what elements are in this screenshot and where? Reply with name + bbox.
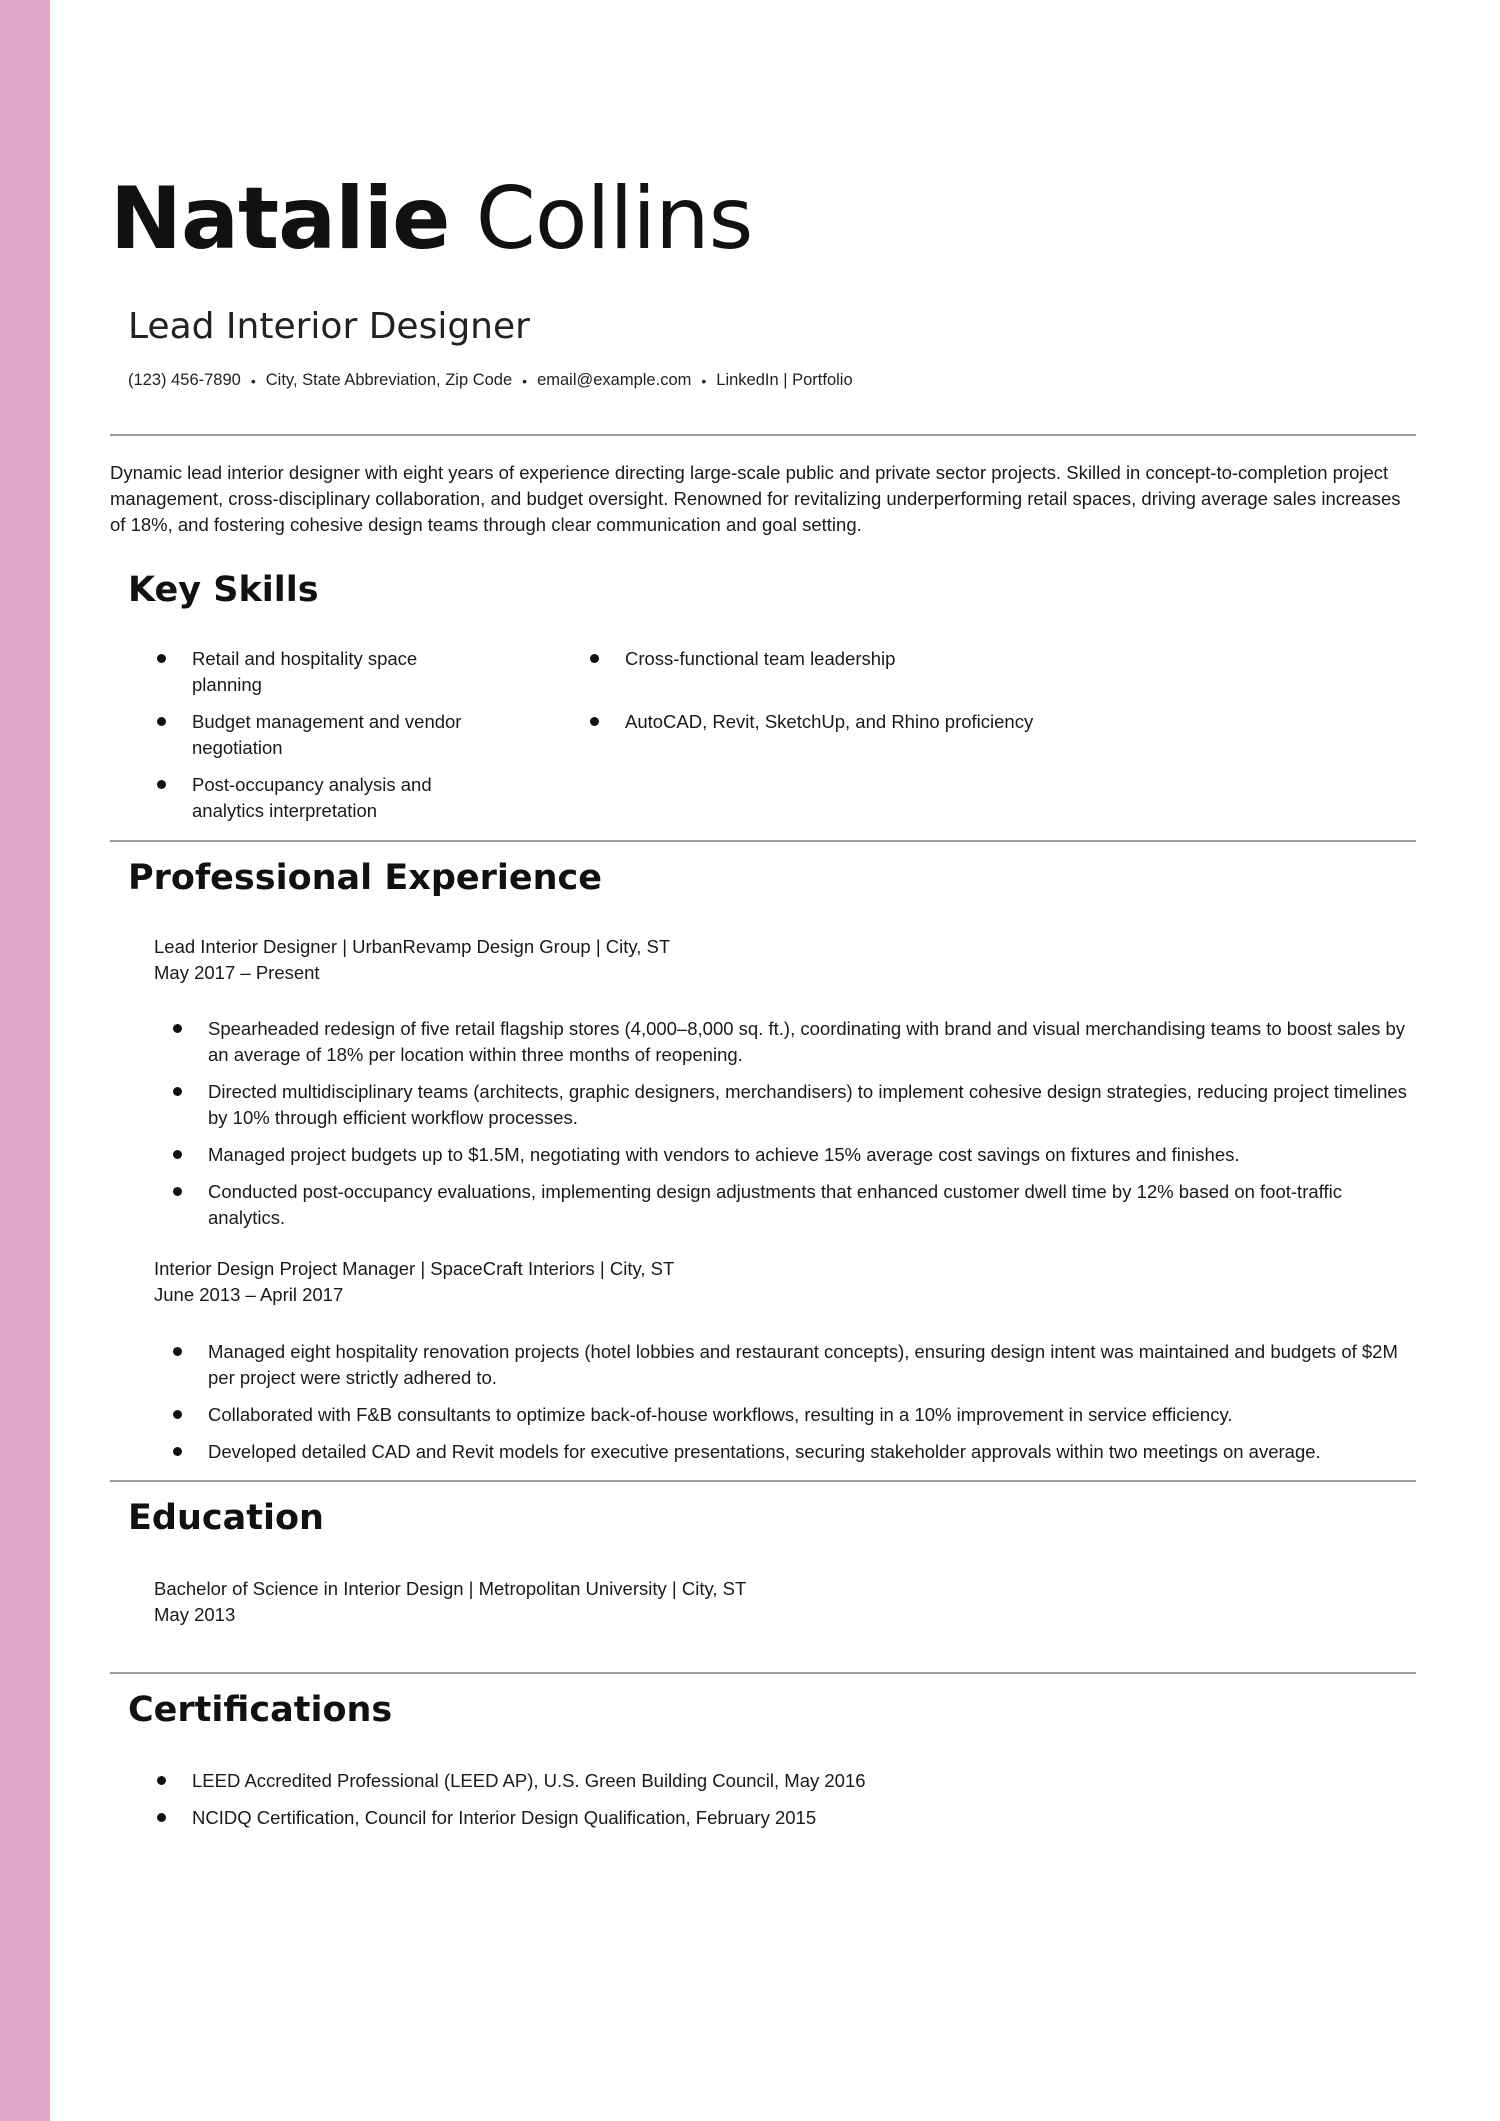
- professional-summary: Dynamic lead interior designer with eight years of experience directing large-scale public and private sector projects. Skilled in concept-to-completion project management, cross-disciplinary collaboration, and budget oversight. Renowned for revitalizing underperforming retail spaces, driving average sales increases of 18%, and fostering cohesive design teams through clear communication and goal setting.: [110, 462, 1401, 535]
- bullet-icon: [157, 1776, 166, 1785]
- bullet-icon: [157, 1813, 166, 1822]
- certification-item: [192, 1768, 1392, 1794]
- skill-item: [625, 646, 1185, 672]
- contact-separator: •: [250, 372, 256, 389]
- contact-location: City, State Abbreviation, Zip Code: [265, 371, 513, 389]
- bullet-icon: [173, 1024, 182, 1033]
- bullet-icon: [157, 717, 166, 726]
- bullet-icon: [173, 1447, 182, 1456]
- accent-sidebar-bar: [0, 0, 50, 2121]
- bullet-text: Managed project budgets up to $1.5M, negotiating with vendors to achieve 15% average cost savings on fixtures and finishes.: [208, 1144, 1240, 1165]
- bullet-icon: [173, 1347, 182, 1356]
- skill-item: [192, 772, 492, 824]
- bullet-icon: [173, 1087, 182, 1096]
- skill-text: Post-occupancy analysis and analytics interpretation: [192, 774, 432, 821]
- section-divider: [110, 434, 1416, 436]
- bullet-text: Managed eight hospitality renovation projects (hotel lobbies and restaurant concepts), ensuring design intent was maintained and budgets of $2M per project were strictly adhered to.: [208, 1341, 1398, 1388]
- certification-item: [192, 1805, 1392, 1831]
- job-title-line: Lead Interior Designer | UrbanRevamp Design Group | City, ST: [154, 936, 671, 957]
- last-name: Collins: [475, 169, 753, 269]
- bullet-icon: [590, 654, 599, 663]
- bullet-icon: [590, 717, 599, 726]
- contact-phone: (123) 456-7890: [128, 371, 241, 389]
- candidate-name: [110, 169, 753, 269]
- contact-line: [128, 371, 853, 390]
- section-divider: [110, 840, 1416, 842]
- skill-text: Cross-functional team leadership: [625, 648, 896, 669]
- section-divider: [110, 1672, 1416, 1674]
- skill-item: [625, 709, 1185, 735]
- experience-bullet: [208, 1142, 1416, 1168]
- bullet-icon: [173, 1410, 182, 1419]
- skill-item: [192, 646, 492, 698]
- job-dates: May 2017 – Present: [154, 962, 320, 983]
- experience-bullet: [208, 1439, 1416, 1465]
- skill-text: Retail and hospitality space planning: [192, 648, 418, 695]
- skill-text: AutoCAD, Revit, SketchUp, and Rhino proficiency: [625, 711, 1034, 732]
- certifications-heading: Certifications: [128, 1690, 393, 1730]
- bullet-icon: [157, 780, 166, 789]
- contact-separator: •: [701, 372, 707, 389]
- first-name: Natalie: [110, 169, 450, 269]
- experience-bullet: [208, 1016, 1416, 1068]
- bullet-text: Developed detailed CAD and Revit models for executive presentations, securing stakeholder approvals within two meetings on average.: [208, 1441, 1321, 1462]
- section-divider: [110, 1480, 1416, 1482]
- experience-heading: Professional Experience: [128, 858, 603, 898]
- job-title-line: Interior Design Project Manager | SpaceCraft Interiors | City, ST: [154, 1258, 675, 1279]
- contact-separator: •: [522, 372, 528, 389]
- contact-email[interactable]: email@example.com: [537, 371, 692, 389]
- bullet-icon: [173, 1150, 182, 1159]
- job-dates: June 2013 – April 2017: [154, 1284, 344, 1305]
- bullet-text: Conducted post-occupancy evaluations, implementing design adjustments that enhanced customer dwell time by 12% based on foot-traffic analytics.: [208, 1181, 1342, 1228]
- experience-bullet: [208, 1179, 1416, 1231]
- skills-heading: Key Skills: [128, 570, 319, 610]
- certification-text: LEED Accredited Professional (LEED AP), U.S. Green Building Council, May 2016: [192, 1770, 866, 1791]
- bullet-text: Directed multidisciplinary teams (architects, graphic designers, merchandisers) to implement cohesive design strategies, reducing project timelines by 10% through efficient workflow processes.: [208, 1081, 1407, 1128]
- bullet-text: Collaborated with F&B consultants to optimize back-of-house workflows, resulting in a 10% improvement in service efficiency.: [208, 1404, 1233, 1425]
- candidate-title: Lead Interior Designer: [128, 306, 530, 347]
- skill-text: Budget management and vendor negotiation: [192, 711, 462, 758]
- experience-bullet: [208, 1402, 1416, 1428]
- certification-text: NCIDQ Certification, Council for Interior Design Qualification, February 2015: [192, 1807, 817, 1828]
- bullet-icon: [157, 654, 166, 663]
- bullet-text: Spearheaded redesign of five retail flagship stores (4,000–8,000 sq. ft.), coordinating with brand and visual merchandising teams to boost sales by an average of 18% per location within three months of reopening.: [208, 1018, 1406, 1065]
- contact-links[interactable]: LinkedIn | Portfolio: [716, 371, 853, 389]
- experience-bullet: [208, 1079, 1416, 1131]
- experience-bullet: [208, 1339, 1416, 1391]
- degree-line: Bachelor of Science in Interior Design | Metropolitan University | City, ST: [154, 1578, 747, 1599]
- bullet-icon: [173, 1187, 182, 1196]
- education-heading: Education: [128, 1498, 324, 1538]
- skill-item: [192, 709, 492, 761]
- graduation-date: May 2013: [154, 1604, 236, 1625]
